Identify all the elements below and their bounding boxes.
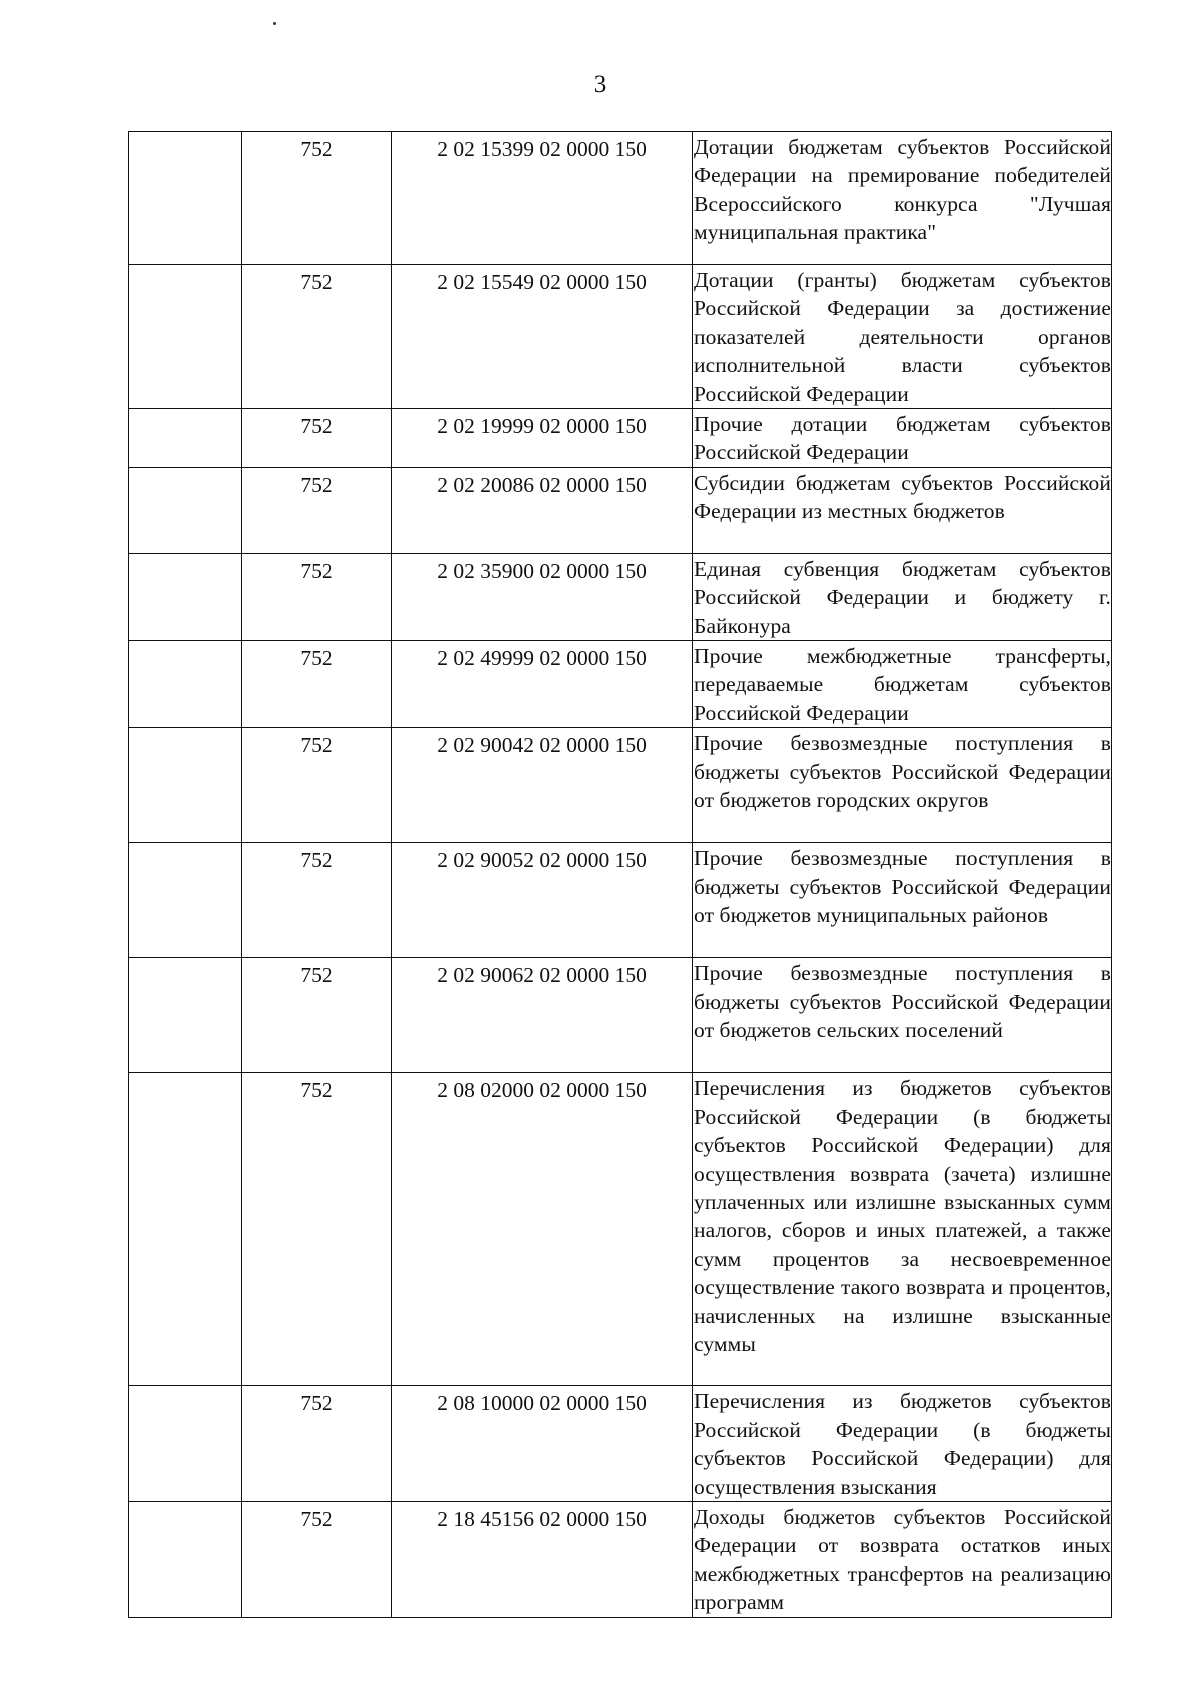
description-cell: Прочие безвозмездные поступления в бюджеты субъектов Российской Федерации от бюджетов сельских поселений	[693, 958, 1112, 1073]
admin-code-cell: 752	[242, 132, 392, 265]
blank-cell	[129, 409, 242, 468]
description-cell: Дотации бюджетам субъектов Российской Федерации на премирование победителей Всероссийского конкурса "Лучшая муниципальная практика"	[693, 132, 1112, 265]
table-row	[129, 467, 1112, 553]
blank-cell	[129, 1501, 242, 1617]
description-cell: Дотации (гранты) бюджетам субъектов Российской Федерации за достижение показателей деятельности органов исполнительной власти субъектов Российской Федерации	[693, 265, 1112, 409]
description-cell: Прочие безвозмездные поступления в бюджеты субъектов Российской Федерации от бюджетов городских округов	[693, 728, 1112, 843]
budget-code-cell: 2 02 15549 02 0000 150	[392, 265, 693, 409]
description-cell: Субсидии бюджетам субъектов Российской Федерации из местных бюджетов	[693, 467, 1112, 553]
table-row	[129, 132, 1112, 265]
admin-code-cell: 752	[242, 265, 392, 409]
table-row	[129, 1501, 1112, 1617]
description-cell: Прочие безвозмездные поступления в бюджеты субъектов Российской Федерации от бюджетов муниципальных районов	[693, 843, 1112, 958]
admin-code-cell: 752	[242, 1501, 392, 1617]
blank-cell	[129, 843, 242, 958]
budget-code-cell: 2 02 20086 02 0000 150	[392, 467, 693, 553]
table-row	[129, 843, 1112, 958]
admin-code-cell: 752	[242, 553, 392, 640]
blank-cell	[129, 641, 242, 728]
table-row	[129, 641, 1112, 728]
table-row	[129, 1073, 1112, 1386]
description-cell: Перечисления из бюджетов субъектов Российской Федерации (в бюджеты субъектов Российской Федерации) для осуществления возврата (зачета) излишне уплаченных или излишне взысканных сумм налогов, сборов и иных платежей, а также сумм процентов за несвоевременное осуществление такого возврата и процентов, начисленных на излишне взысканные суммы	[693, 1073, 1112, 1386]
blank-cell	[129, 132, 242, 265]
scan-artifact	[273, 22, 276, 25]
budget-codes-table	[128, 131, 1112, 1618]
budget-code-cell: 2 18 45156 02 0000 150	[392, 1501, 693, 1617]
table-row	[129, 553, 1112, 640]
blank-cell	[129, 1073, 242, 1386]
table-row	[129, 409, 1112, 468]
admin-code-cell: 752	[242, 1386, 392, 1502]
table-row	[129, 958, 1112, 1073]
admin-code-cell: 752	[242, 1073, 392, 1386]
admin-code-cell: 752	[242, 728, 392, 843]
description-cell: Доходы бюджетов субъектов Российской Федерации от возврата остатков иных межбюджетных трансфертов на реализацию программ	[693, 1501, 1112, 1617]
description-cell: Прочие дотации бюджетам субъектов Российской Федерации	[693, 409, 1112, 468]
table-row	[129, 728, 1112, 843]
budget-code-cell: 2 02 90062 02 0000 150	[392, 958, 693, 1073]
blank-cell	[129, 1386, 242, 1502]
admin-code-cell: 752	[242, 958, 392, 1073]
budget-code-cell: 2 02 19999 02 0000 150	[392, 409, 693, 468]
budget-code-cell: 2 08 10000 02 0000 150	[392, 1386, 693, 1502]
budget-code-cell: 2 02 35900 02 0000 150	[392, 553, 693, 640]
budget-code-cell: 2 02 49999 02 0000 150	[392, 641, 693, 728]
budget-code-cell: 2 02 90052 02 0000 150	[392, 843, 693, 958]
blank-cell	[129, 467, 242, 553]
budget-code-cell: 2 08 02000 02 0000 150	[392, 1073, 693, 1386]
blank-cell	[129, 958, 242, 1073]
table-row	[129, 1386, 1112, 1502]
description-cell: Перечисления из бюджетов субъектов Российской Федерации (в бюджеты субъектов Российской Федерации) для осуществления взыскания	[693, 1386, 1112, 1502]
budget-code-cell: 2 02 90042 02 0000 150	[392, 728, 693, 843]
budget-code-cell: 2 02 15399 02 0000 150	[392, 132, 693, 265]
blank-cell	[129, 728, 242, 843]
page-number: 3	[593, 71, 607, 98]
description-cell: Прочие межбюджетные трансферты, передаваемые бюджетам субъектов Российской Федерации	[693, 641, 1112, 728]
blank-cell	[129, 265, 242, 409]
blank-cell	[129, 553, 242, 640]
table-row	[129, 265, 1112, 409]
admin-code-cell: 752	[242, 843, 392, 958]
admin-code-cell: 752	[242, 409, 392, 468]
admin-code-cell: 752	[242, 641, 392, 728]
description-cell: Единая субвенция бюджетам субъектов Российской Федерации и бюджету г. Байконура	[693, 553, 1112, 640]
admin-code-cell: 752	[242, 467, 392, 553]
